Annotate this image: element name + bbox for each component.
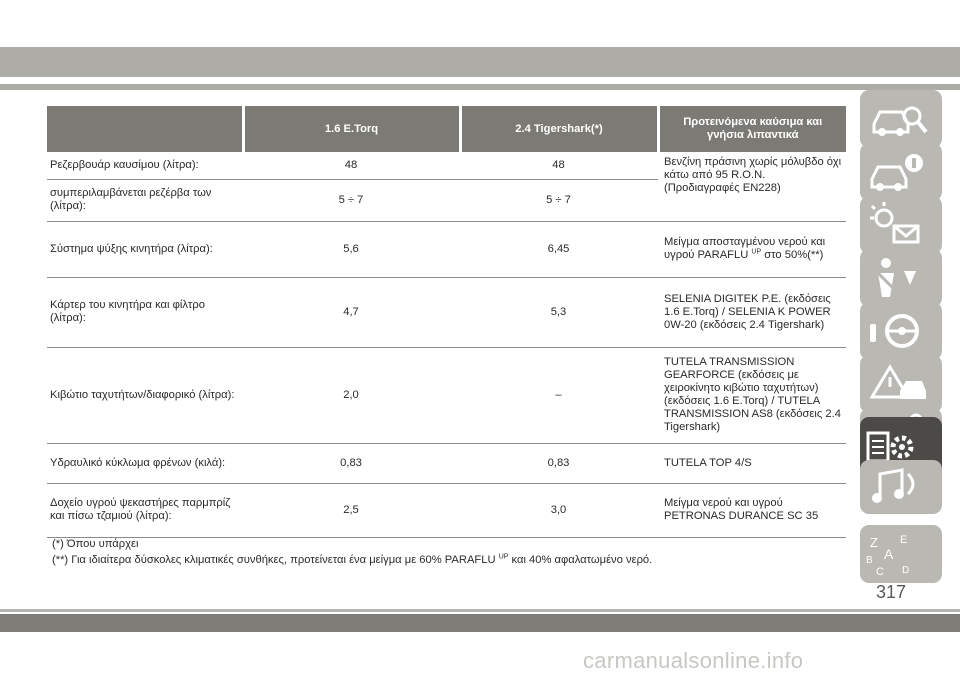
tab-warning-lights[interactable] — [860, 196, 942, 254]
footnote-2-end: και 40% αφαλατωμένο νερό. — [511, 554, 653, 566]
svg-text:D: D — [902, 565, 910, 576]
tab-car-search[interactable] — [860, 90, 942, 148]
table-header-row — [47, 106, 846, 152]
tab-car-info[interactable] — [860, 143, 942, 201]
value-tigershark: 48 — [460, 152, 658, 179]
row-label: Κάρτερ του κινητήρα και φίλτρο (λίτρα): — [47, 277, 243, 347]
value-etorq: 48 — [243, 152, 460, 179]
tab-steering[interactable] — [860, 302, 942, 360]
svg-text:Z: Z — [870, 535, 878, 550]
watermark: carmanualsonline.info — [583, 648, 804, 673]
svg-text:B: B — [866, 555, 873, 566]
value-tigershark: 5,3 — [460, 277, 658, 347]
tab-emergency[interactable] — [860, 355, 942, 413]
value-tigershark: – — [460, 347, 658, 443]
bottom-band — [0, 614, 960, 632]
value-etorq: 4,7 — [243, 277, 460, 347]
row-label: Κιβώτιο ταχυτήτων/διαφορικό (λίτρα): — [47, 347, 243, 443]
table-row — [47, 152, 846, 179]
car-search-icon — [860, 90, 942, 148]
tab-safety[interactable] — [860, 249, 942, 307]
coolant-spec — [658, 221, 846, 277]
index-icon — [860, 525, 942, 583]
page-number: 317 — [876, 582, 907, 602]
svg-text:E: E — [900, 534, 908, 546]
steering-wheel-icon — [860, 302, 942, 360]
value-etorq: 2,0 — [243, 347, 460, 443]
coolant-spec-text: Μείγμα αποσταγμένου νερού και υγρού PARAFLU — [664, 236, 826, 261]
engine-oil-spec: SELENIA DIGITEK P.E. (εκδόσεις 1.6 E.Torq) / SELENIA K POWER 0W-20 (εκδόσεις 2.4 Tigershark) — [658, 277, 846, 347]
row-label: Ρεζερβουάρ καυσίμου (λίτρα): — [47, 152, 243, 179]
bottom-rule — [0, 609, 960, 612]
table-row — [47, 221, 846, 277]
footnote-2 — [52, 552, 652, 568]
value-tigershark: 6,45 — [460, 221, 658, 277]
value-etorq: 5 ÷ 7 — [243, 179, 460, 221]
emergency-icon — [860, 355, 942, 413]
header-recommended-fluids: Προτεινόμενα καύσιμα και γνήσια λιπαντικά — [658, 106, 846, 152]
svg-text:A: A — [884, 546, 894, 562]
coolant-spec-ratio: στο 50%(**) — [764, 249, 824, 261]
top-band — [0, 47, 960, 77]
top-rule — [0, 84, 960, 90]
tab-index[interactable] — [860, 525, 942, 583]
header-2-4-tigershark: 2.4 Tigershark(*) — [460, 106, 658, 152]
brake-fluid-spec: TUTELA TOP 4/S — [658, 443, 846, 483]
row-label: Σύστημα ψύξης κινητήρα (λίτρα): — [47, 221, 243, 277]
car-info-icon — [860, 143, 942, 201]
gearbox-oil-spec: TUTELA TRANSMISSION GEARFORCE (εκδόσεις με χειροκίνητο κιβώτιο ταχυτήτων) (εκδόσεις 1.6 E.Torq) / TUTELA TRANSMISSION AS8 (εκδόσεις 2.4 Tigershark) — [658, 347, 846, 443]
svg-text:C: C — [876, 566, 884, 578]
value-etorq: 5,6 — [243, 221, 460, 277]
row-label: Δοχείο υγρού ψεκαστήρες παρμπρίζ και πίσω τζαμιού (λίτρα): — [47, 483, 243, 537]
footnote-2-text: (**) Για ιδιαίτερα δύσκολες κλιματικές συνθήκες, προτείνεται ένα μείγμα με 60% PARAFLU — [52, 554, 496, 566]
coolant-spec-sup: UP — [751, 248, 762, 256]
row-label: συμπεριλαμβάνεται ρεζέρβα των (λίτρα): — [47, 179, 243, 221]
value-tigershark: 5 ÷ 7 — [460, 179, 658, 221]
header-empty — [47, 106, 243, 152]
row-label: Υδραυλικό κύκλωμα φρένων (κιλά): — [47, 443, 243, 483]
footnotes — [52, 536, 652, 568]
safety-icon — [860, 249, 942, 307]
table-row — [47, 443, 846, 483]
warning-lights-icon — [860, 196, 942, 254]
tab-multimedia[interactable] — [860, 460, 942, 514]
value-tigershark: 3,0 — [460, 483, 658, 537]
value-etorq: 0,83 — [243, 443, 460, 483]
table-row — [47, 347, 846, 443]
table-row — [47, 277, 846, 347]
footnote-2-sup: UP — [498, 553, 509, 561]
header-1-6-etorq: 1.6 E.Torq — [243, 106, 460, 152]
capacities-table — [47, 106, 846, 538]
value-etorq: 2,5 — [243, 483, 460, 537]
fuel-spec: Βενζίνη πράσινη χωρίς μόλυβδο όχι κάτω από 95 R.O.N. (Προδιαγραφές EN228) — [658, 152, 846, 221]
footnote-1: (*) Όπου υπάρχει — [52, 538, 139, 550]
value-tigershark: 0,83 — [460, 443, 658, 483]
multimedia-icon — [860, 460, 942, 514]
table-row — [47, 483, 846, 537]
washer-fluid-spec: Μείγμα νερού και υγρού PETRONAS DURANCE SC 35 — [658, 483, 846, 537]
